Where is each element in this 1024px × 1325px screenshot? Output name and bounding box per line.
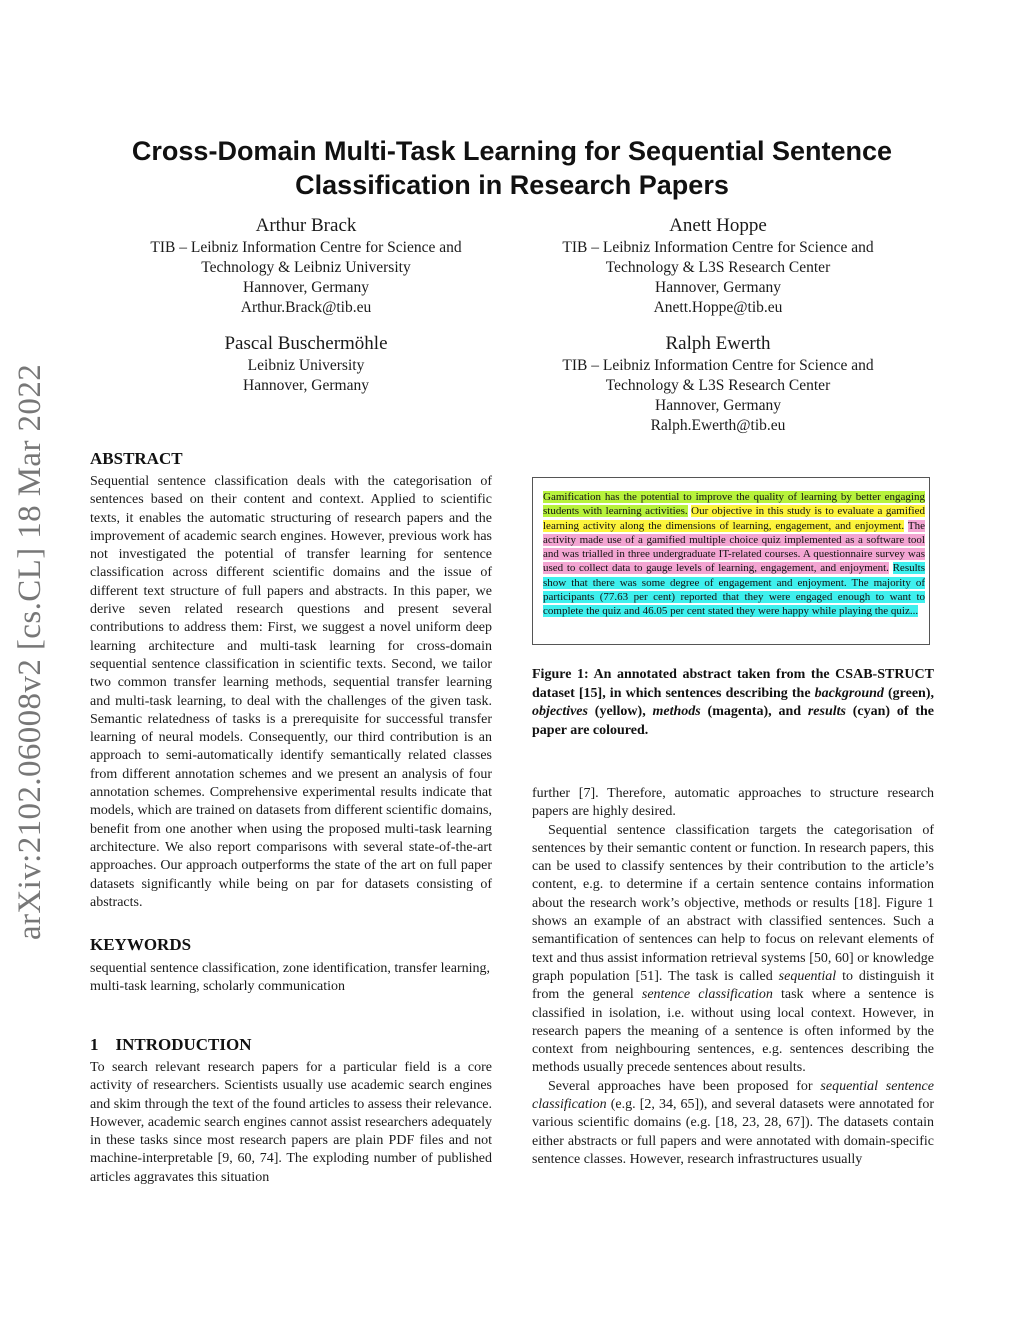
author-location: Hannover, Germany [655,397,781,414]
paragraph: further [7]. Therefore, automatic approaches to structure research papers are highly desired. [532,786,934,820]
text-run: (e.g. [2, 34, 65]), and several datasets were annotated for various scientific domains (e.g. [18, 23, 28, 67]). The datasets contain either abstracts or full papers and were annotated with domain-specific sentence classes. However, research infrastructures usually [532,1097,934,1167]
author-name: Arthur Brack [255,215,357,236]
emphasis: sequential [778,968,837,984]
author-name: Pascal Buschermöhle [224,333,388,354]
annotated-abstract [543,490,925,619]
author-block-3 [120,332,492,396]
author-email: Arthur.Brack@tib.eu [240,299,372,316]
author-email: Ralph.Ewerth@tib.eu [650,417,786,434]
emphasis: sentence classification [641,987,773,1003]
caption-text: (green), [883,685,935,701]
paragraph [532,822,934,1078]
caption-text: (magenta), and [700,704,808,719]
author-block-4 [532,332,904,436]
author-location: Hannover, Germany [243,279,369,296]
caption-term-methods: methods [652,704,701,719]
caption-text: (cyan) of the paper are coloured. [532,704,934,738]
emphasis: sequential sentence classification [532,1078,934,1113]
text-run: Sequential sentence classification targets the categorisation of sentences by their semantic content or function. In research papers, this can be used to classify sentences by their contribution to the article’s content, e.g. to determine if a certain sentence contains information about the research work’s objective, methods or results [18]. Figure 1 shows an example of an abstract with classified sentences. Such a semantification of sentences can help to focus on relevant elements of text and thus assist information retrieval systems [50, 60] or knowledge graph population [51]. The task is called [532,822,934,984]
figure-1-caption [532,666,934,740]
author-name: Ralph Ewerth [665,333,771,354]
objective-sentence: Our objective in this study is to evaluate a gamified learning activity along the dimensions of learning, engagement, and enjoyment. [543,505,925,532]
paragraph [532,1078,934,1169]
author-email: Anett.Hoppe@tib.eu [653,299,783,316]
introduction-paragraph: To search relevant research papers for a particular field is a core activity of researchers. Scientists usually use academic search engines and skim through the text of the found articles to assess their relevance. However, academic search engines cannot assist researchers adequately in these tasks since most research papers are plain PDF files and not machine-interpretable [9, 60, 74]. The exploding number of published articles aggravates this situation [90,1060,492,1185]
text-run: task where a sentence is classified in isolation, i.e. without using local context. However, in research papers the meaning of a sentence is often informed by the context from neighbouring sentences, e.g. sentences describing the methods usually precede sentences about results. [532,987,934,1076]
section-number: 1 [90,1035,99,1054]
paper-title: Cross-Domain Multi-Task Learning for Sequential Sentence Classification in Research Papers [131,136,893,200]
right-column-text [532,785,934,1169]
caption-text: Figure 1: An annotated abstract taken from the CSAB-STRUCT dataset [15], in which sentences describing the [532,667,934,701]
text-run: Several approaches have been proposed for [548,1078,821,1094]
caption-term-background: background [814,685,884,701]
author-block-2 [532,214,904,318]
author-name: Anett Hoppe [669,215,767,236]
author-affiliation: Technology & L3S Research Center [605,377,831,394]
methods-sentence: The activity made use of a gamified multiple choice quiz implemented as a software tool and was trialled in three undergraduate IT-related courses. A questionnaire survey was used to collect data to gauge levels of learning, engagement, and enjoyment. [543,519,925,575]
section-heading-introduction [90,1034,252,1056]
abstract-heading: ABSTRACT [90,449,183,468]
caption-term-results: results [807,704,846,719]
author-affiliation: TIB – Leibniz Information Centre for Science and [150,239,462,256]
background-sentence: Gamification has the potential to improve the quality of learning by better engaging students with learning activities. [543,491,925,518]
text-run: to distinguish it from the general [532,968,935,1003]
caption-text: (yellow), [587,704,653,719]
keywords-text: sequential sentence classification, zone identification, transfer learning, multi-task learning, scholarly communication [90,961,491,995]
author-location: Hannover, Germany [655,279,781,296]
author-affiliation: Technology & Leibniz University [201,259,411,276]
author-block-1 [120,214,492,318]
author-affiliation: Leibniz University [247,357,365,374]
arxiv-stamp: arXiv:2102.06008v2 [cs.CL] 18 Mar 2022 [12,363,48,940]
figure-1-box [532,477,930,645]
section-title: INTRODUCTION [115,1035,252,1054]
keywords-heading: KEYWORDS [90,935,192,954]
author-affiliation: TIB – Leibniz Information Centre for Science and [562,357,874,374]
results-sentence: Results show that there was some degree of engagement and enjoyment. The majority of participants (77.63 per cent) reported that they were engaged enough to want to complete the quiz and 46.05 per cent stated they were happy while playing the quiz... [543,562,925,618]
author-affiliation: Technology & L3S Research Center [605,259,831,276]
author-location: Hannover, Germany [243,377,369,394]
author-affiliation: TIB – Leibniz Information Centre for Science and [562,239,874,256]
caption-term-objectives: objectives [532,704,588,719]
abstract-text: Sequential sentence classification deals with the categorisation of sentences based on their content and context. Applied to scientific texts, it enables the automatic structuring of research papers and the improvement of academic search engines. However, previous work has not investigated the potential of transfer learning for sentence classification across different scientific domains and the issue of different text structure of full papers and abstracts. In this paper, we derive seven related research questions and present several contributions to address them: First, we suggest a novel uniform deep learning architecture and multi-task learning for cross-domain sequential sentence classification in scientific texts. Second, we tailor two common transfer learning methods, sequential transfer learning and multi-task learning, to deal with the challenges of the given task. Semantic relatedness of tasks is a prerequisite for successful transfer learning of neural models. Consequently, our third contribution is an approach to semi-automatically identify semantically related classes from different annotation schemes and we present an analysis of four annotation schemes. Comprehensive experimental results indicate that models, which are trained on datasets from different scientific domains, benefit from one another when using the proposed multi-task learning architecture. We also report comparisons with several state-of-the-art approaches. Our approach outperforms the state of the art on full paper datasets significantly while being on par for datasets consisting of abstracts. [90,474,492,910]
